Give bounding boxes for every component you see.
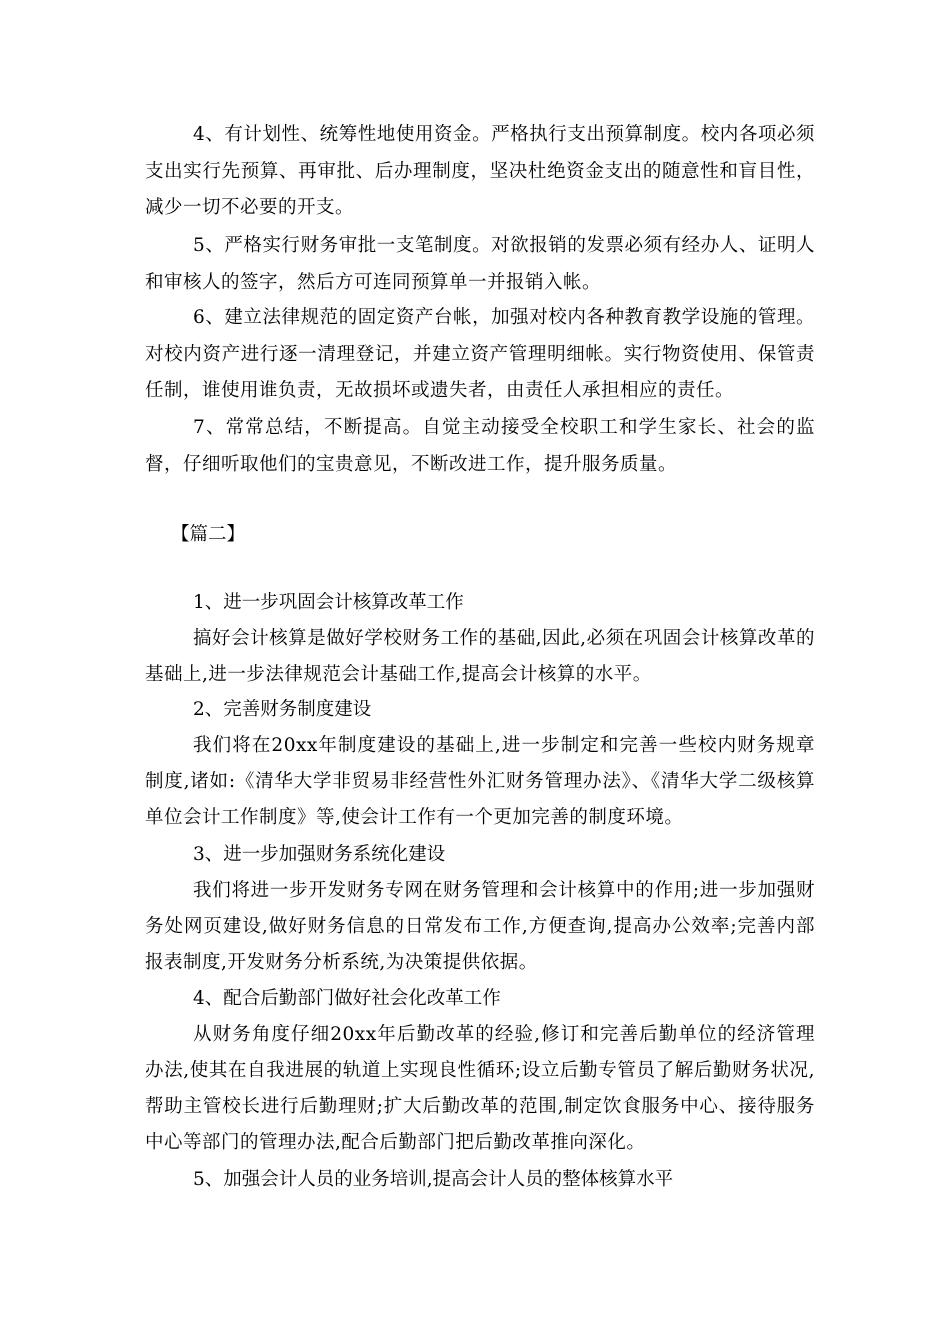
subheading-3: 3、进一步加强财务系统化建设 bbox=[193, 844, 446, 865]
paragraph-item-4: 4、有计划性、统筹性地使用资金。严格执行支出预算制度。校内各项必须支出实行先预算、再审批、后办理制度，坚决杜绝资金支出的随意性和盲目性，减少一切不必要的开支。 bbox=[145, 124, 815, 218]
body-paragraph-2: 我们将在20xx年制度建设的基础上,进一步制定和完善一些校内财务规章制度,诸如:《清华大学非贸易非经营性外汇财务管理办法》、《清华大学二级核算单位会计工作制度》等,使会计工作有一个更加完善的制度环境。 bbox=[145, 735, 815, 828]
subheading-4: 4、配合后勤部门做好社会化改革工作 bbox=[193, 988, 501, 1009]
subheading-2: 2、完善财务制度建设 bbox=[193, 699, 372, 720]
body-paragraph-1: 搞好会计核算是做好学校财务工作的基础,因此,必须在巩固会计核算改革的基础上,进一步法律规范会计基础工作,提高会计核算的水平。 bbox=[145, 628, 815, 685]
body-paragraph-4: 从财务角度仔细20xx年后勤改革的经验,修订和完善后勤单位的经济管理办法,使其在自我进展的轨道上实现良性循环;设立后勤专管员了解后勤财务状况,帮助主管校长进行后勤理财;扩大后勤改革的范围,制定饮食服务中心、接待服务中心等部门的管理办法,配合后勤部门把后勤改革推向深化。 bbox=[145, 1024, 815, 1153]
subheading-5: 5、加强会计人员的业务培训,提高会计人员的整体核算水平 bbox=[193, 1169, 674, 1190]
paragraph-item-6: 6、建立法律规范的固定资产台帐，加强对校内各种教育教学设施的管理。对校内资产进行逐一清理登记，并建立资产管理明细帐。实行物资使用、保管责任制，谁使用谁负责，无故损坏或遗失者，由责任人承担相应的责任。 bbox=[145, 307, 815, 401]
section-title: 【篇二】 bbox=[171, 524, 246, 545]
paragraph-item-5: 5、严格实行财务审批一支笔制度。对欲报销的发票必须有经办人、证明人和审核人的签字，然后方可连同预算单一并报销入帐。 bbox=[145, 235, 815, 293]
body-paragraph-3: 我们将进一步开发财务专网在财务管理和会计核算中的作用;进一步加强财务处网页建设,做好财务信息的日常发布工作,方便查询,提高办公效率;完善内部报表制度,开发财务分析系统,为决策提供依据。 bbox=[145, 880, 815, 973]
subheading-1: 1、进一步巩固会计核算改革工作 bbox=[193, 592, 464, 613]
paragraph-item-7: 7、常常总结，不断提高。自觉主动接受全校职工和学生家长、社会的监督，仔细听取他们的宝贵意见，不断改进工作，提升服务质量。 bbox=[145, 417, 815, 475]
